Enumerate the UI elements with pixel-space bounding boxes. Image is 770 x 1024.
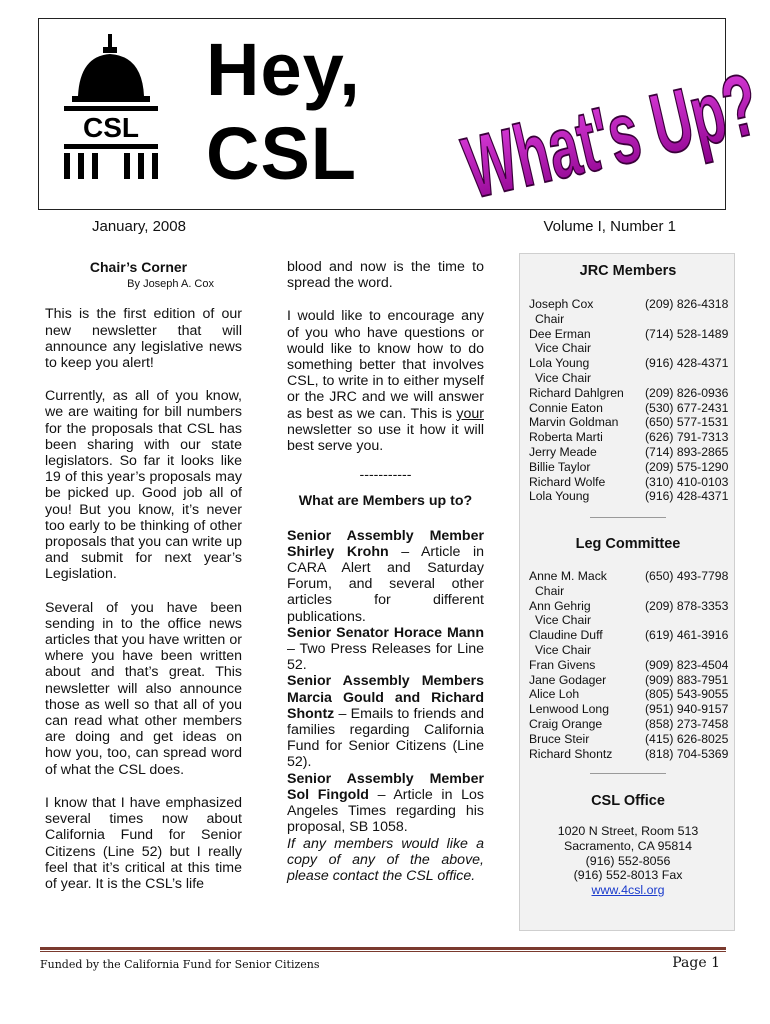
office-address-line-1: 1020 N Street, Room 513 bbox=[557, 824, 699, 838]
member-role: Vice Chair bbox=[535, 613, 591, 628]
list-item: Lola Young (916) 428-4371 bbox=[529, 356, 729, 371]
member-item: Senior Senator Horace Mann – Two Press Releases for Line 52. bbox=[287, 624, 484, 674]
member-role: Vice Chair bbox=[535, 341, 591, 356]
list-item: Joseph Cox (209) 826-4318 bbox=[529, 297, 729, 311]
member-item: Senior Assembly Member Shirley Krohn – Article in CARA Alert and Saturday Forum, and several other articles for different publications. bbox=[287, 527, 484, 625]
list-item: Richard Wolfe (310) 410-0103 bbox=[529, 474, 729, 489]
members-closing-note: If any members would like a copy of any of the above, please contact the CSL office. bbox=[287, 835, 484, 884]
middle-column bbox=[287, 259, 484, 884]
list-item: Craig Orange (858) 273-7458 bbox=[529, 716, 729, 731]
chair-paragraph: I know that I have emphasized several times now about California Fund for Senior Citizens (Line 52) but I really feel that it’s critical at this time of year. It is the CSL’s life bbox=[45, 794, 242, 892]
member-item: Senior Assembly Member Sol Fingold – Article in Los Angeles Times regarding his proposal, SB 1058. bbox=[287, 770, 484, 836]
chairs-corner-byline: By Joseph A. Cox bbox=[127, 278, 214, 291]
divider bbox=[590, 773, 666, 774]
whats-up-text: What's Up? bbox=[455, 55, 768, 218]
member-item: Senior Assembly Members Marcia Gould and Richard Shontz – Emails to friends and families regarding California Fund for Senior Citizens (Line 52). bbox=[287, 673, 484, 771]
title-line-2: CSL bbox=[206, 112, 357, 195]
list-item: Richard Shontz (818) 704-5369 bbox=[529, 746, 729, 761]
chair-paragraph: This is the first edition of our new newsletter that will announce any legislative news to keep you alert! bbox=[45, 306, 242, 372]
masthead-title bbox=[206, 28, 361, 195]
members-up-to-heading: What are Members up to? bbox=[298, 493, 473, 510]
office-website-link[interactable]: www.4csl.org bbox=[591, 883, 665, 898]
list-item: Jerry Meade (714) 893-2865 bbox=[529, 444, 729, 459]
chairs-corner-heading: Chair’s Corner bbox=[89, 259, 188, 275]
page-number: Page 1 bbox=[672, 955, 720, 971]
member-role: Vice Chair bbox=[535, 370, 591, 385]
section-separator: ----------- bbox=[359, 467, 412, 484]
member-role: Chair bbox=[535, 311, 565, 326]
list-item: Fran Givens (909) 823-4504 bbox=[529, 657, 729, 672]
chair-closing-paragraph: I would like to encourage any of you who have questions or would like to know how to do something better that involves CSL, to write in to either myself or the JRC and we will answer as best as we can. This is your newsletter so use it how it will best serve you. bbox=[287, 308, 484, 455]
sidebar bbox=[519, 253, 735, 931]
capitol-dome-logo bbox=[56, 34, 166, 179]
office-phone: (916) 552-8056 bbox=[585, 853, 671, 868]
list-item: Lola Young (916) 428-4371 bbox=[529, 489, 729, 504]
list-item: Billie Taylor (209) 575-1290 bbox=[529, 459, 729, 474]
chair-paragraph: Several of you have been sending in to the office news articles that you have written or where you have been written about and that’s great. This newsletter will also announce those as well so that all of you can read what other members are doing and get ideas on how you, too, can spread word of what the CSL does. bbox=[45, 599, 242, 778]
footer-divider bbox=[40, 947, 726, 950]
member-role: Vice Chair bbox=[535, 642, 591, 657]
logo-text: CSL bbox=[83, 112, 139, 143]
leg-members-list bbox=[529, 569, 731, 761]
list-item: Connie Eaton (530) 677-2431 bbox=[529, 400, 729, 415]
list-item: Ann Gehrig (209) 878-3353 bbox=[529, 598, 729, 613]
list-item: Claudine Duff (619) 461-3916 bbox=[529, 628, 729, 643]
list-item: Marvin Goldman (650) 577-1531 bbox=[529, 415, 729, 430]
footer-divider-thin bbox=[40, 951, 726, 952]
csl-office-details bbox=[520, 824, 736, 898]
office-fax: (916) 552-8013 Fax bbox=[573, 868, 683, 883]
csl-office-heading: CSL Office bbox=[591, 793, 665, 809]
chairs-corner-column bbox=[45, 259, 242, 909]
office-address-line-2: Sacramento, CA 95814 bbox=[563, 838, 693, 853]
list-item: Anne M. Mack (650) 493-7798 bbox=[529, 569, 729, 583]
list-item: Dee Erman (714) 528-1489 bbox=[529, 326, 729, 341]
chair-continuation: blood and now is the time to spread the word. bbox=[287, 259, 484, 292]
list-item: Roberta Marti (626) 791-7313 bbox=[529, 430, 729, 445]
jrc-members-list bbox=[529, 297, 731, 504]
title-line-1: Hey, bbox=[206, 28, 361, 111]
member-role: Chair bbox=[535, 583, 565, 598]
whats-up-graphic bbox=[447, 55, 768, 218]
issue-date: January, 2008 bbox=[92, 218, 186, 235]
list-item: Alice Loh (805) 543-9055 bbox=[529, 687, 729, 702]
jrc-heading: JRC Members bbox=[579, 263, 677, 279]
list-item: Richard Dahlgren (209) 826-0936 bbox=[529, 385, 729, 400]
chair-paragraph: Currently, as all of you know, we are waiting for bill numbers for the proposals that CSL has been sharing with our state legislators. So far it looks like 19 of this year’s proposals may be picked up. Good job all of you! But you know, it’s never too early to be thinking of other proposals that you can write up and submit for next year’s Legislation. bbox=[45, 388, 242, 583]
issue-volume: Volume I, Number 1 bbox=[543, 218, 676, 235]
list-item: Lenwood Long (951) 940-9157 bbox=[529, 702, 729, 717]
emphasis-your: your bbox=[456, 405, 484, 422]
leg-committee-heading: Leg Committee bbox=[575, 536, 681, 552]
list-item: Bruce Steir (415) 626-8025 bbox=[529, 731, 729, 746]
footer-funding-note: Funded by the California Fund for Senior Citizens bbox=[40, 958, 320, 971]
list-item: Jane Godager (909) 883-7951 bbox=[529, 672, 729, 687]
divider bbox=[590, 517, 666, 518]
